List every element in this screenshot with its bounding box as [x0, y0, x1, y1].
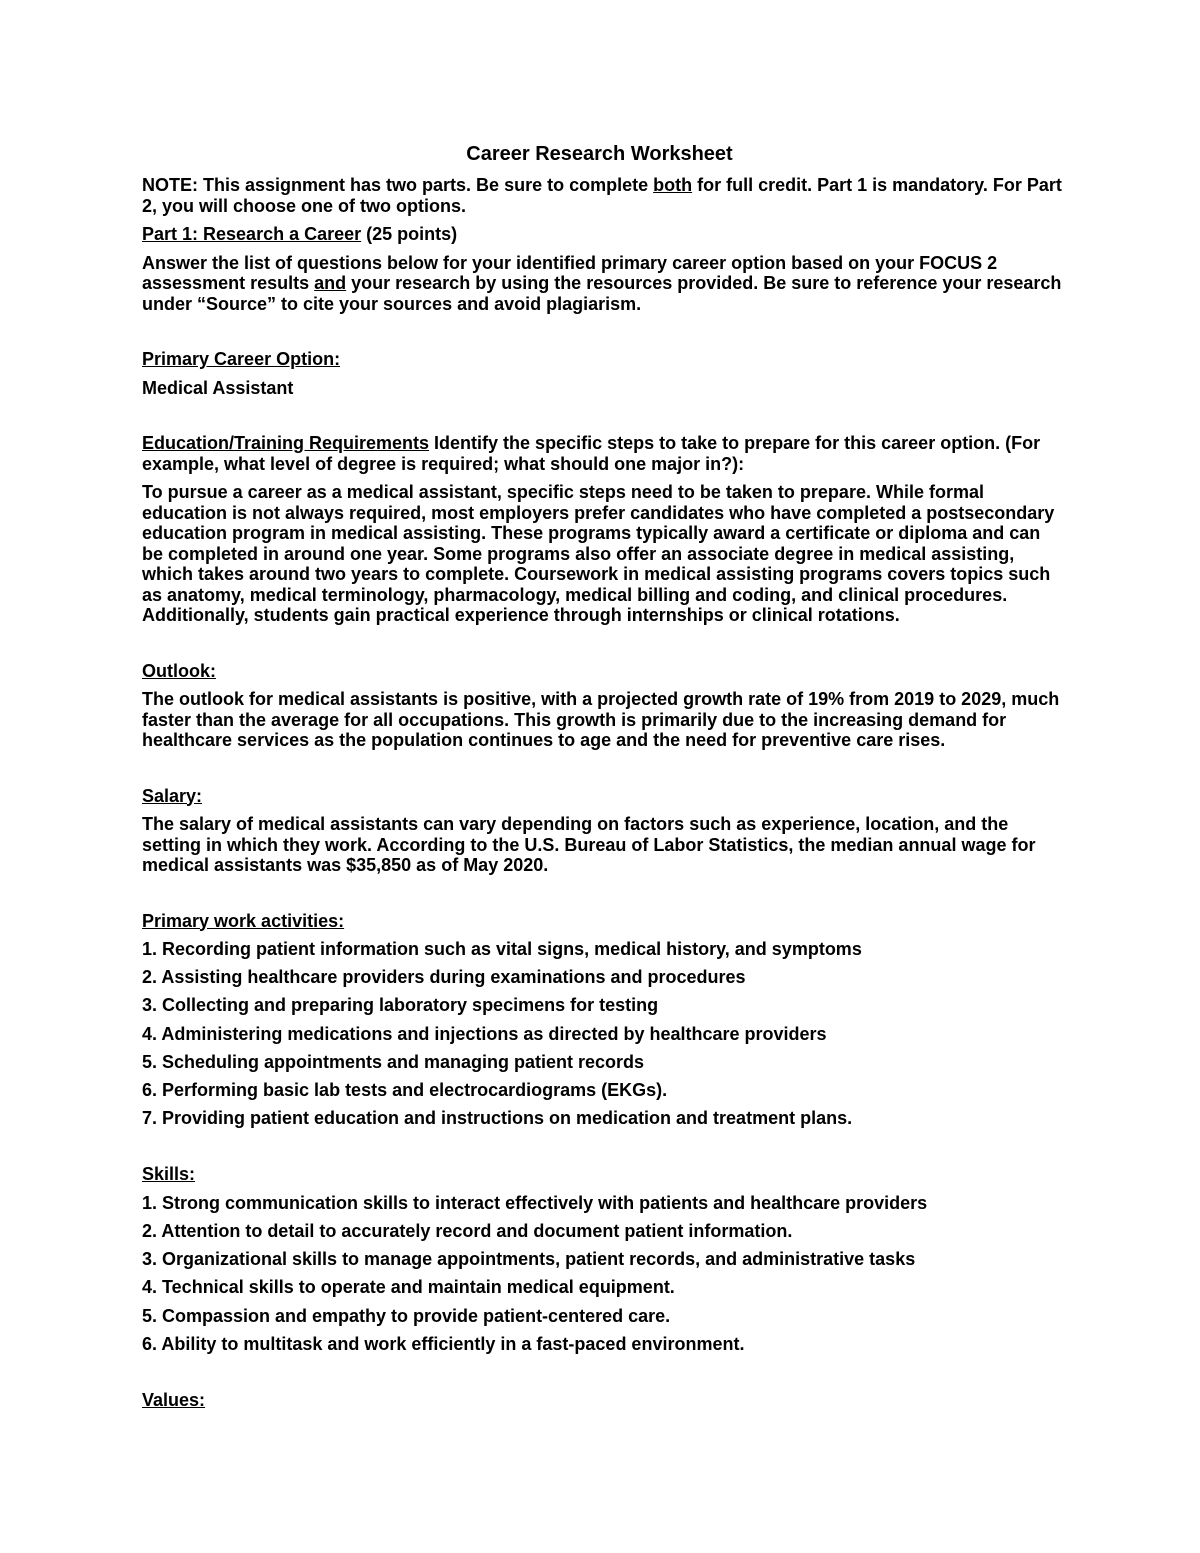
- spacer: [142, 1362, 1062, 1390]
- instructions-emphasis: and: [314, 273, 347, 293]
- salary-answer: The salary of medical assistants can vary depending on factors such as experience, location, and the setting in which they work. According to the U.S. Bureau of Labor Statistics, the median annual wage for medical assistants was $35,850 as of May 2020.: [142, 814, 1036, 875]
- list-item: 2. Attention to detail to accurately record and document patient information.: [142, 1221, 793, 1241]
- part1-heading-line: [142, 224, 1062, 245]
- note-text-after: for full credit. Part 1 is mandatory. For Part 2, you will choose one of two options.: [142, 175, 1062, 216]
- note-text-before: NOTE: This assignment has two parts. Be sure to complete: [142, 175, 654, 195]
- part1-points: (25 points): [361, 224, 458, 244]
- list-item: 6. Performing basic lab tests and electrocardiograms (EKGs).: [142, 1079, 668, 1100]
- instructions-after: your research by using the resources provided. Be sure to reference your research under “Source” to cite your sources and avoid plagiarism.: [142, 273, 1062, 314]
- list-item: 7. Providing patient education and instructions on medication and treatment plans.: [142, 1108, 853, 1129]
- list-item: 1. Strong communication skills to interact effectively with patients and healthcare providers: [142, 1192, 928, 1213]
- primary-career-heading: Primary Career Option:: [142, 349, 341, 369]
- list-item: 5. Scheduling appointments and managing patient records: [142, 1051, 645, 1072]
- spacer: [142, 751, 1062, 786]
- document-title: Career Research Worksheet: [466, 143, 733, 165]
- education-prompt-text: Identify the specific steps to take to prepare for this career option. (For example, what level of degree is required; what should one major in?):: [142, 433, 1041, 474]
- list-item: 3. Organizational skills to manage appointments, patient records, and administrative tasks: [142, 1249, 916, 1270]
- list-item: 3. Collecting and preparing laboratory specimens for testing: [142, 995, 659, 1016]
- education-answer: To pursue a career as a medical assistant, specific steps need to be taken to prepare. While formal education is not always required, most employers prefer candidates who have completed a postsecondary education program in medical assisting. These programs typically award a certificate or diploma and can be completed in around one year. Some programs also offer an associate degree in medical assisting, which takes around two years to complete. Coursework in medical assisting programs covers topics such as anatomy, medical terminology, pharmacology, medical billing and coding, and clinical procedures. Additionally, students gain practical experience through internships or clinical rotations.: [142, 482, 1055, 625]
- skills-list: [142, 1193, 1062, 1354]
- outlook-answer: The outlook for medical assistants is positive, with a projected growth rate of 19% from 2019 to 2029, much faster than the average for all occupations. This growth is primarily due to the increasing demand for healthcare services as the population continues to age and the need for preventive care rises.: [142, 689, 1060, 750]
- document-content: [142, 143, 1062, 1418]
- activities-heading: Primary work activities:: [142, 910, 345, 931]
- outlook-heading: Outlook:: [142, 660, 216, 681]
- skills-heading: Skills:: [142, 1164, 196, 1185]
- education-prompt: [142, 433, 1062, 474]
- assignment-note: [142, 175, 1062, 216]
- spacer: [142, 876, 1062, 911]
- activities-list: [142, 939, 1062, 1129]
- spacer: [142, 398, 1062, 433]
- part1-heading: Part 1: Research a Career: [142, 224, 362, 244]
- list-item: 5. Compassion and empathy to provide patient-centered care.: [142, 1305, 671, 1326]
- list-item: 4. Administering medications and injections as directed by healthcare providers: [142, 1023, 827, 1044]
- education-heading: Education/Training Requirements: [142, 433, 430, 453]
- list-item: 4. Technical skills to operate and maintain medical equipment.: [142, 1277, 675, 1298]
- instructions-before: Answer the list of questions below for your identified primary career option based on your FOCUS 2 assessment results: [142, 252, 998, 293]
- salary-heading: Salary:: [142, 785, 203, 806]
- spacer: [142, 314, 1062, 349]
- list-item: 2. Assisting healthcare providers during examinations and procedures: [142, 967, 746, 988]
- instructions-paragraph: [142, 253, 1062, 315]
- list-item: 6. Ability to multitask and work efficiently in a fast-paced environment.: [142, 1333, 745, 1354]
- spacer: [142, 1136, 1062, 1164]
- values-heading: Values:: [142, 1389, 206, 1410]
- list-item: 1. Recording patient information such as vital signs, medical history, and symptoms: [142, 939, 862, 959]
- spacer: [142, 626, 1062, 661]
- note-emphasis: both: [653, 175, 693, 195]
- primary-career-answer: Medical Assistant: [142, 377, 294, 398]
